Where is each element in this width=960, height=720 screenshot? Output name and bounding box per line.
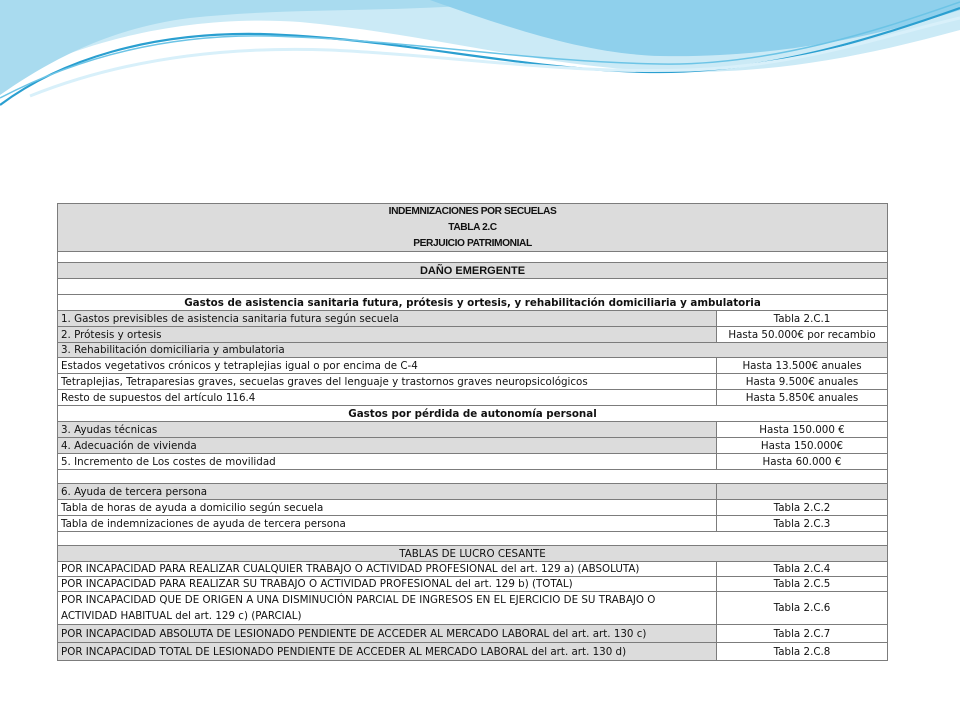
- row-label: 1. Gastos previsibles de asistencia sanitaria futura según secuela: [58, 311, 717, 327]
- spacer-row: [58, 532, 888, 546]
- row-label: Estados vegetativos crónicos y tetraplejias igual o por encima de C-4: [58, 358, 717, 374]
- row-label: Tabla de horas de ayuda a domicilio según secuela: [58, 500, 717, 516]
- spacer-row: [58, 252, 888, 263]
- table-row: [58, 422, 888, 438]
- section-header-row: [58, 546, 888, 562]
- section-header-row: [58, 263, 888, 279]
- section-header-row: [58, 406, 888, 422]
- row-value: Hasta 150.000€: [717, 438, 888, 454]
- table-row: [58, 562, 888, 577]
- row-value: Tabla 2.C.7: [717, 625, 888, 643]
- row-value: Hasta 9.500€ anuales: [717, 374, 888, 390]
- row-value: Hasta 150.000 €: [717, 422, 888, 438]
- decorative-wave-header: [0, 0, 960, 115]
- table-row: [58, 311, 888, 327]
- row-value: Tabla 2.C.2: [717, 500, 888, 516]
- row-value: Tabla 2.C.1: [717, 311, 888, 327]
- section-asistencia-title: Gastos de asistencia sanitaria futura, prótesis y ortesis, y rehabilitación domiciliaria y ambulatoria: [58, 295, 888, 311]
- row-value-empty: [717, 484, 888, 500]
- table-row: [58, 625, 888, 643]
- spacer-cell: [58, 279, 888, 295]
- subtitle-row-2: [58, 236, 888, 252]
- section-header-row: [58, 295, 888, 311]
- row-label: Resto de supuestos del artículo 116.4: [58, 390, 717, 406]
- spacer-row: [58, 470, 888, 484]
- row-label: 6. Ayuda de tercera persona: [58, 484, 717, 500]
- row-label: 4. Adecuación de vivienda: [58, 438, 717, 454]
- row-label: POR INCAPACIDAD PARA REALIZAR SU TRABAJO O ACTIVIDAD PROFESIONAL del art. 129 b) (TOTAL): [58, 577, 717, 592]
- row-label: POR INCAPACIDAD TOTAL DE LESIONADO PENDIENTE DE ACCEDER AL MERCADO LABORAL del art. art. 130 d): [58, 643, 717, 661]
- table-row: [58, 327, 888, 343]
- row-label: 3. Ayudas técnicas: [58, 422, 717, 438]
- spacer-row: [58, 279, 888, 295]
- table-row: [58, 454, 888, 470]
- row-value: Tabla 2.C.3: [717, 516, 888, 532]
- row-value: Hasta 5.850€ anuales: [717, 390, 888, 406]
- row-value: Tabla 2.C.4: [717, 562, 888, 577]
- row-label: 2. Prótesis y ortesis: [58, 327, 717, 343]
- row-value: Tabla 2.C.8: [717, 643, 888, 661]
- spacer-cell: [58, 532, 888, 546]
- row-value: Tabla 2.C.5: [717, 577, 888, 592]
- indemnizaciones-table: [57, 203, 888, 661]
- spacer-cell: [58, 252, 888, 263]
- table-row: [58, 390, 888, 406]
- table-row: [58, 577, 888, 592]
- title-row: [58, 204, 888, 220]
- row-value: Hasta 13.500€ anuales: [717, 358, 888, 374]
- row-value: Tabla 2.C.6: [717, 592, 888, 625]
- table-row: [58, 358, 888, 374]
- table-row: [58, 516, 888, 532]
- row-value: Hasta 60.000 €: [717, 454, 888, 470]
- row-label: 3. Rehabilitación domiciliaria y ambulatoria: [58, 343, 888, 358]
- table-row: [58, 484, 888, 500]
- section-lucro-cesante-title: TABLAS DE LUCRO CESANTE: [58, 546, 888, 562]
- spacer-cell: [58, 470, 888, 484]
- row-value: Hasta 50.000€ por recambio: [717, 327, 888, 343]
- section-dano-emergente: DAÑO EMERGENTE: [58, 263, 888, 279]
- table-row: [58, 374, 888, 390]
- row-label: POR INCAPACIDAD PARA REALIZAR CUALQUIER TRABAJO O ACTIVIDAD PROFESIONAL del art. 129 a) (ABSOLUTA): [58, 562, 717, 577]
- row-label: POR INCAPACIDAD QUE DE ORIGEN A UNA DISMINUCIÓN PARCIAL DE INGRESOS EN EL EJERCICIO DE SU TRABAJO O ACTIVIDAD HABITUAL del art. 129 c) (PARCIAL): [58, 592, 717, 625]
- table-subtitle: TABLA 2.C: [58, 220, 888, 236]
- table-row: [58, 500, 888, 516]
- table-row: [58, 343, 888, 358]
- table-row: [58, 643, 888, 661]
- table-title: INDEMNIZACIONES POR SECUELAS: [58, 204, 888, 220]
- row-label: Tetraplejias, Tetraparesias graves, secuelas graves del lenguaje y trastornos graves neuropsicológicos: [58, 374, 717, 390]
- subtitle-row: [58, 220, 888, 236]
- row-label: POR INCAPACIDAD ABSOLUTA DE LESIONADO PENDIENTE DE ACCEDER AL MERCADO LABORAL del art. art. 130 c): [58, 625, 717, 643]
- row-label: Tabla de indemnizaciones de ayuda de tercera persona: [58, 516, 717, 532]
- table-row: [58, 438, 888, 454]
- row-label: 5. Incremento de Los costes de movilidad: [58, 454, 717, 470]
- table-row: [58, 592, 888, 625]
- section-autonomia-title: Gastos por pérdida de autonomía personal: [58, 406, 888, 422]
- table-subtitle-2: PERJUICIO PATRIMONIAL: [58, 236, 888, 252]
